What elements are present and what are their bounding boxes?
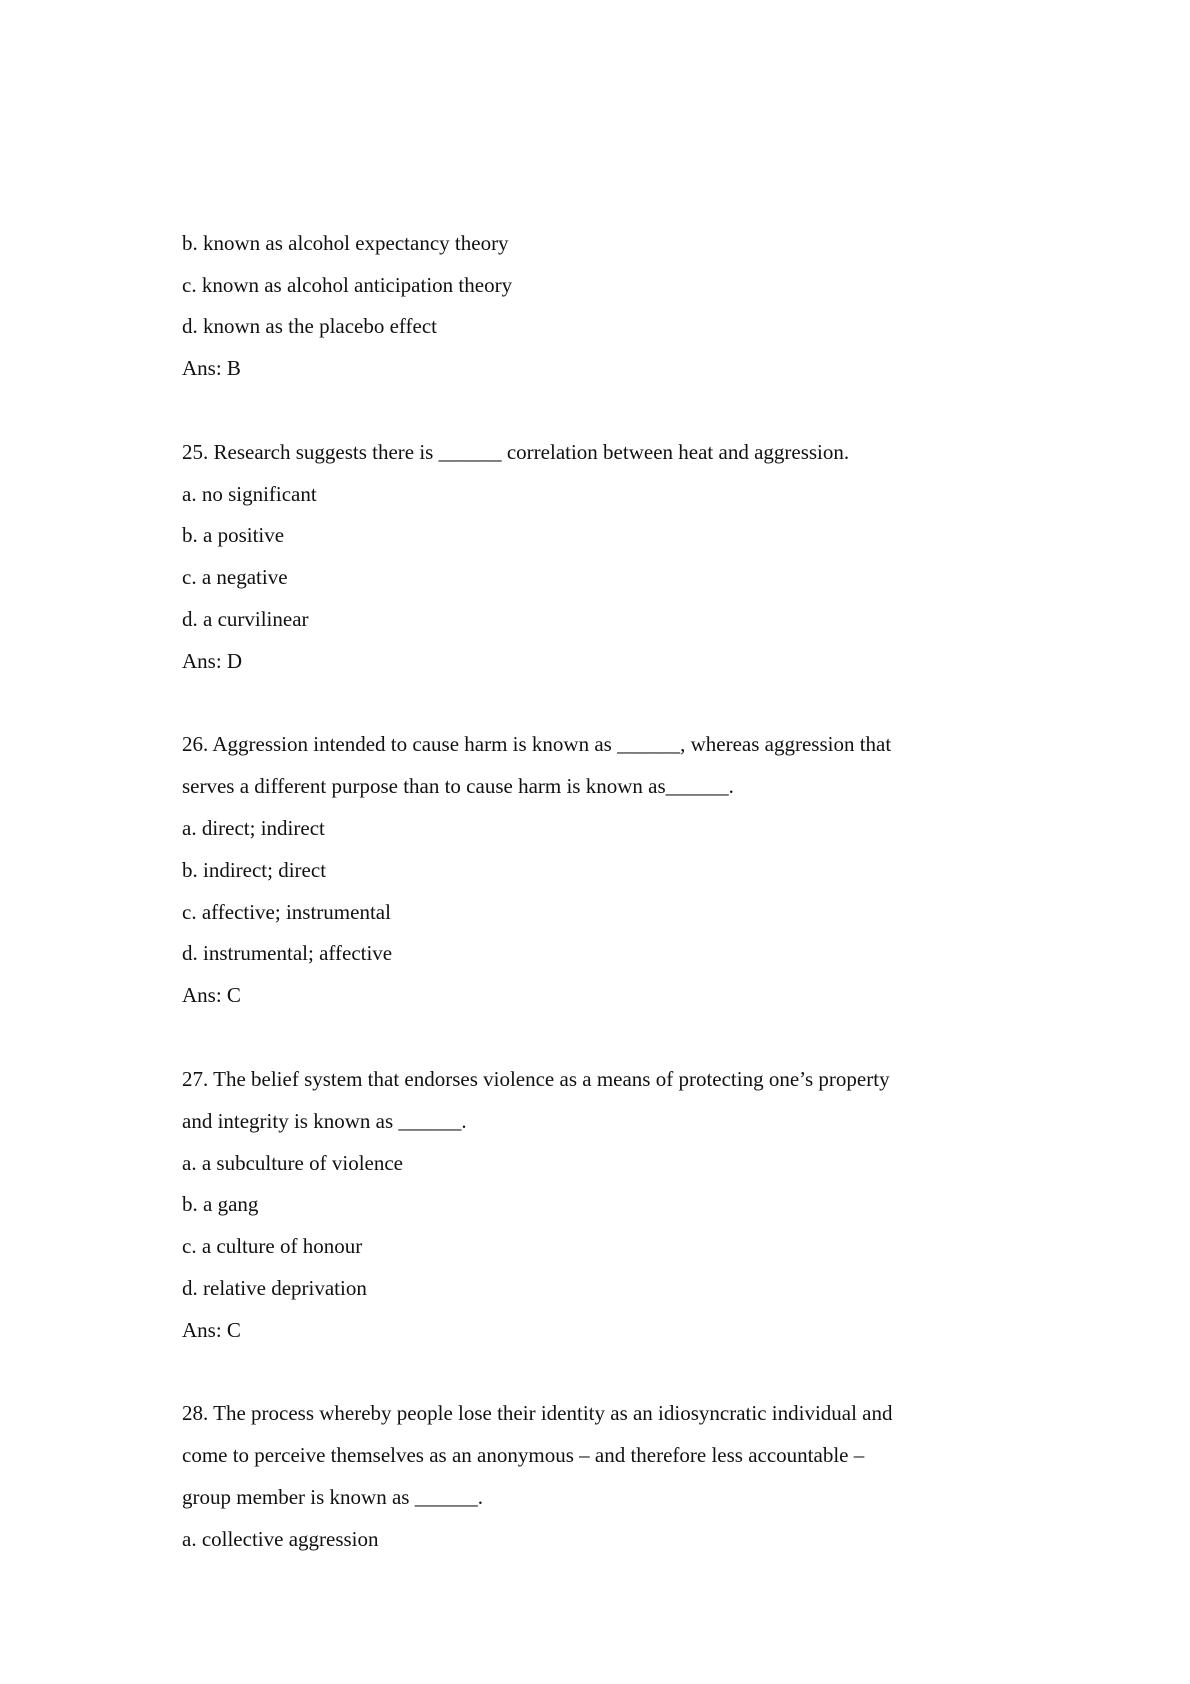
question-26-line-2: serves a different purpose than to cause harm is known as______. <box>182 774 734 798</box>
option-d-q25: d. a curvilinear <box>182 607 309 631</box>
answer-q26: Ans: C <box>182 983 241 1007</box>
option-c-q24: c. known as alcohol anticipation theory <box>182 273 513 297</box>
option-d-q24: d. known as the placebo effect <box>182 314 438 338</box>
answer-q25: Ans: D <box>182 649 243 673</box>
option-d-q27: d. relative deprivation <box>182 1276 367 1300</box>
option-c-q25: c. a negative <box>182 565 288 589</box>
question-27-line-1: 27. The belief system that endorses violence as a means of protecting one’s property <box>182 1067 890 1091</box>
option-a-q26: a. direct; indirect <box>182 816 325 840</box>
option-a-q28: a. collective aggression <box>182 1527 379 1551</box>
option-b-q26: b. indirect; direct <box>182 858 327 882</box>
question-28-line-2: come to perceive themselves as an anonymous – and therefore less accountable – <box>182 1443 865 1467</box>
question-28-line-1: 28. The process whereby people lose their identity as an idiosyncratic individual and <box>182 1401 893 1425</box>
option-c-q27: c. a culture of honour <box>182 1234 363 1258</box>
option-d-q26: d. instrumental; affective <box>182 941 393 965</box>
question-26-line-1: 26. Aggression intended to cause harm is known as ______, whereas aggression that <box>182 732 892 756</box>
option-c-q26: c. affective; instrumental <box>182 900 391 924</box>
option-a-q27: a. a subculture of violence <box>182 1151 403 1175</box>
option-b-q27: b. a gang <box>182 1192 259 1216</box>
option-b-q24: b. known as alcohol expectancy theory <box>182 231 509 255</box>
answer-q27: Ans: C <box>182 1318 241 1342</box>
option-b-q25: b. a positive <box>182 523 285 547</box>
question-28-line-3: group member is known as ______. <box>182 1485 483 1509</box>
answer-q24: Ans: B <box>182 356 241 380</box>
question-25: 25. Research suggests there is ______ correlation between heat and aggression. <box>182 440 850 464</box>
option-a-q25: a. no significant <box>182 482 317 506</box>
question-27-line-2: and integrity is known as ______. <box>182 1109 467 1133</box>
